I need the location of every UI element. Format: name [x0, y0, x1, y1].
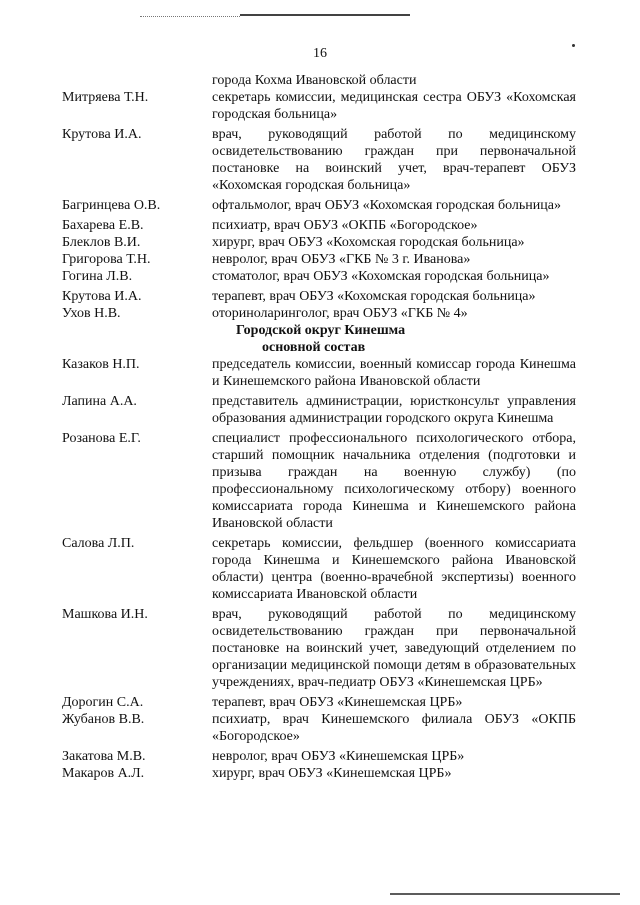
member-role: офтальмолог, врач ОБУЗ «Кохомская городская больница» — [212, 198, 561, 213]
member-role: секретарь комиссии, фельдшер (военного комиссариата города Кинешма и Кинешемского района Ивановской области) центра (военно-врачебной экспертизы) военного комиссариата Ивановской области — [212, 536, 576, 602]
scan-artifact-bottom-line — [390, 893, 620, 895]
member-role: невролог, врач ОБУЗ «ГКБ № 3 г. Иванова» — [212, 252, 471, 267]
list-item — [62, 126, 576, 194]
list-item — [62, 694, 576, 711]
member-role: врач, руководящий работой по медицинскому освидетельствованию граждан при первоначальной постановке на воинский учет, заведующий отделением по организации медицинской помощи детям в образовательных учреждениях, врач-педиатр ОБУЗ «Кинешемская ЦРБ» — [212, 607, 576, 690]
member-role: председатель комиссии, военный комиссар города Кинешма и Кинешемского района Ивановской области — [212, 357, 576, 389]
member-role: представитель администрации, юристконсульт управления образования администрации городского округа Кинешма — [212, 394, 576, 426]
member-name: Бахарева Е.В. — [62, 218, 144, 233]
section-subtitle: основной состав — [262, 340, 366, 355]
member-name: Казаков Н.П. — [62, 357, 140, 372]
member-name: Макаров А.Л. — [62, 766, 145, 781]
member-role: секретарь комиссии, медицинская сестра ОБУЗ «Кохомская городская больница» — [212, 90, 576, 122]
member-role: врач, руководящий работой по медицинскому освидетельствованию граждан при первоначальной постановке на воинский учет, врач-терапевт ОБУЗ «Кохомская городская больница» — [212, 127, 576, 193]
list-item — [62, 89, 576, 123]
list-item — [62, 430, 576, 532]
member-name: Машкова И.Н. — [62, 607, 148, 622]
list-item — [62, 356, 576, 390]
member-name: Григорова Т.Н. — [62, 252, 151, 267]
scan-artifact-top-line — [240, 14, 410, 16]
member-role: оториноларинголог, врач ОБУЗ «ГКБ № 4» — [212, 306, 468, 321]
member-name: Митряева Т.Н. — [62, 90, 149, 105]
member-name: Дорогин С.А. — [62, 695, 144, 710]
member-name: Крутова И.А. — [62, 289, 142, 304]
member-name: Закатова М.В. — [62, 749, 146, 764]
list-item — [62, 305, 576, 322]
list-item — [62, 288, 576, 305]
list-item — [62, 606, 576, 691]
list-item — [62, 268, 576, 285]
member-name: Блеклов В.И. — [62, 235, 141, 250]
member-role: города Кохма Ивановской области — [212, 73, 417, 88]
member-name: Гогина Л.В. — [62, 269, 133, 284]
page-number: 16 — [313, 46, 327, 61]
member-role: психиатр, врач Кинешемского филиала ОБУЗ «ОКПБ «Богородское» — [212, 712, 576, 744]
member-name: Ухов Н.В. — [62, 306, 121, 321]
list-item — [62, 393, 576, 427]
list-item — [62, 748, 576, 765]
list-item — [62, 765, 576, 782]
member-role: хирург, врач ОБУЗ «Кинешемская ЦРБ» — [212, 766, 452, 781]
section-title: Городской округ Кинешма — [236, 323, 406, 338]
member-name: Лапина А.А. — [62, 394, 137, 409]
member-name: Багринцева О.В. — [62, 198, 161, 213]
member-role: невролог, врач ОБУЗ «Кинешемская ЦРБ» — [212, 749, 465, 764]
commission-list — [62, 72, 576, 782]
member-role: терапевт, врач ОБУЗ «Кинешемская ЦРБ» — [212, 695, 463, 710]
member-role: психиатр, врач ОБУЗ «ОКПБ «Богородское» — [212, 218, 478, 233]
list-item — [62, 535, 576, 603]
member-role: хирург, врач ОБУЗ «Кохомская городская больница» — [212, 235, 525, 250]
member-name: Жубанов В.В. — [62, 712, 145, 727]
member-role: стоматолог, врач ОБУЗ «Кохомская городская больница» — [212, 269, 550, 284]
member-name: Салова Л.П. — [62, 536, 135, 551]
member-name: Розанова Е.Г. — [62, 431, 141, 446]
member-role: терапевт, врач ОБУЗ «Кохомская городская больница» — [212, 289, 536, 304]
list-item — [62, 251, 576, 268]
member-role: специалист профессионального психологического отбора, старший помощник начальника отделения (подготовки и призыва граждан на военную службу) (по профессиональному психологическому отбору) военного комиссариата города Кинешма и Кинешемского района Ивановской области — [212, 431, 576, 531]
list-item — [62, 234, 576, 251]
list-item — [62, 711, 576, 745]
list-item — [62, 217, 576, 234]
member-name: Крутова И.А. — [62, 127, 142, 142]
list-item — [62, 197, 576, 214]
list-item — [62, 72, 576, 89]
scan-artifact-top-dotted — [140, 16, 240, 18]
